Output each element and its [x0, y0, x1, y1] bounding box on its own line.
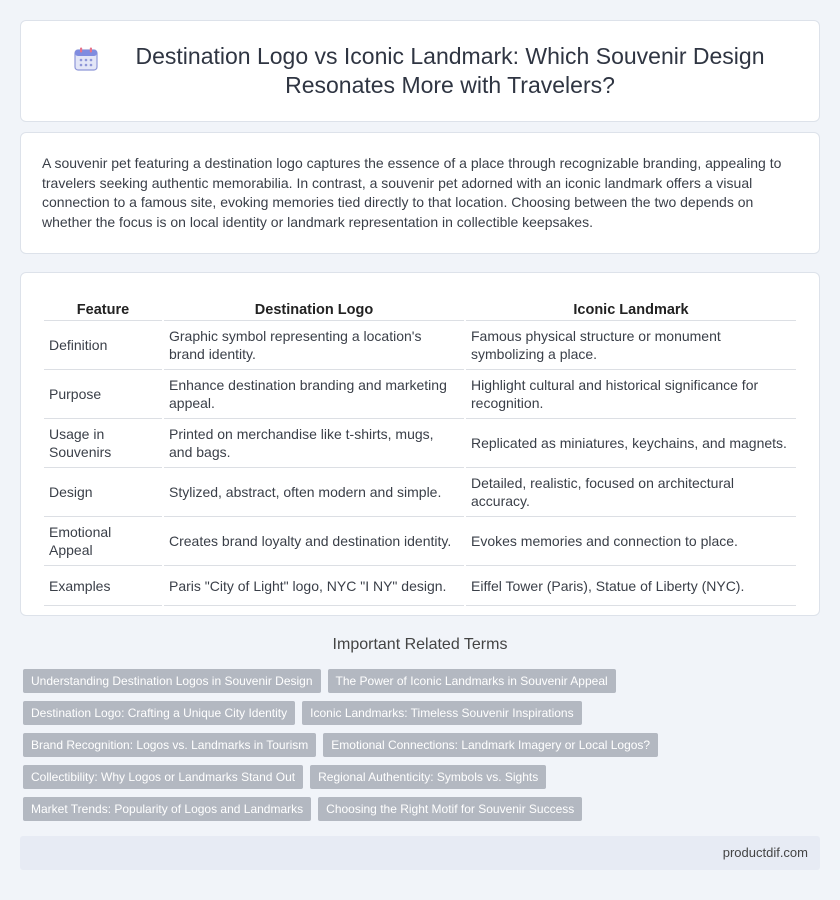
logo-cell: Stylized, abstract, often modern and simple. — [164, 468, 464, 517]
logo-cell: Enhance destination branding and marketing appeal. — [164, 370, 464, 419]
feature-cell: Examples — [44, 566, 162, 606]
related-tag[interactable]: Emotional Connections: Landmark Imagery or Local Logos? — [323, 733, 658, 757]
related-tag[interactable]: Collectibility: Why Logos or Landmarks Stand Out — [23, 765, 303, 789]
table-header-row — [44, 293, 796, 321]
related-tag[interactable]: Market Trends: Popularity of Logos and Landmarks — [23, 797, 311, 821]
table-row — [44, 566, 796, 606]
logo-cell: Paris "City of Light" logo, NYC "I NY" design. — [164, 566, 464, 606]
page-title: Destination Logo vs Iconic Landmark: Which Souvenir Design Resonates More with Travelers? — [135, 43, 765, 98]
tag-row — [23, 765, 813, 789]
related-tag[interactable]: Choosing the Right Motif for Souvenir Success — [318, 797, 582, 821]
landmark-cell: Replicated as miniatures, keychains, and magnets. — [466, 419, 796, 468]
landmark-cell: Evokes memories and connection to place. — [466, 517, 796, 566]
feature-cell: Emotional Appeal — [44, 517, 162, 566]
feature-cell: Usage in Souvenirs — [44, 419, 162, 468]
table-row — [44, 468, 796, 517]
header-iconic-landmark: Iconic Landmark — [466, 293, 796, 321]
related-tag[interactable]: Brand Recognition: Logos vs. Landmarks in Tourism — [23, 733, 316, 757]
related-tag[interactable]: The Power of Iconic Landmarks in Souvenir Appeal — [328, 669, 616, 693]
related-tag[interactable]: Destination Logo: Crafting a Unique City Identity — [23, 701, 295, 725]
related-terms-title: Important Related Terms — [332, 636, 508, 653]
header-feature: Feature — [44, 293, 162, 321]
feature-cell: Definition — [44, 321, 162, 370]
comparison-table — [42, 293, 798, 606]
intro-paragraph: A souvenir pet featuring a destination logo captures the essence of a place through recognizable branding, appealing to travelers seeking authentic memorabilia. In contrast, a souvenir pet adorned with an iconic landmark offers a visual connection to a famous site, evoking memories tied directly to that location. Choosing between the two depends on whether the focus is on local identity or landmark representation in collectible keepsakes. — [42, 155, 782, 230]
logo-cell: Printed on merchandise like t-shirts, mugs, and bags. — [164, 419, 464, 468]
landmark-cell: Famous physical structure or monument symbolizing a place. — [466, 321, 796, 370]
header-destination-logo: Destination Logo — [164, 293, 464, 321]
table-row — [44, 321, 796, 370]
feature-cell: Purpose — [44, 370, 162, 419]
tag-row — [23, 733, 813, 757]
related-tag[interactable]: Iconic Landmarks: Timeless Souvenir Inspirations — [302, 701, 581, 725]
tag-row — [23, 669, 813, 693]
related-tag[interactable]: Understanding Destination Logos in Souvenir Design — [23, 669, 321, 693]
title-card — [20, 20, 820, 122]
related-tag[interactable]: Regional Authenticity: Symbols vs. Sights — [310, 765, 546, 789]
landmark-cell: Detailed, realistic, focused on architectural accuracy. — [466, 468, 796, 517]
footer — [20, 836, 820, 870]
footer-site-link[interactable]: productdif.com — [722, 845, 808, 860]
related-terms-list — [23, 669, 813, 829]
intro-card — [20, 132, 820, 254]
landmark-cell: Highlight cultural and historical significance for recognition. — [466, 370, 796, 419]
landmark-cell: Eiffel Tower (Paris), Statue of Liberty (NYC). — [466, 566, 796, 606]
table-row — [44, 419, 796, 468]
logo-cell: Graphic symbol representing a location's brand identity. — [164, 321, 464, 370]
logo-cell: Creates brand loyalty and destination identity. — [164, 517, 464, 566]
comparison-card — [20, 272, 820, 616]
tag-row — [23, 701, 813, 725]
table-row — [44, 517, 796, 566]
feature-cell: Design — [44, 468, 162, 517]
tag-row — [23, 797, 813, 821]
table-row — [44, 370, 796, 419]
